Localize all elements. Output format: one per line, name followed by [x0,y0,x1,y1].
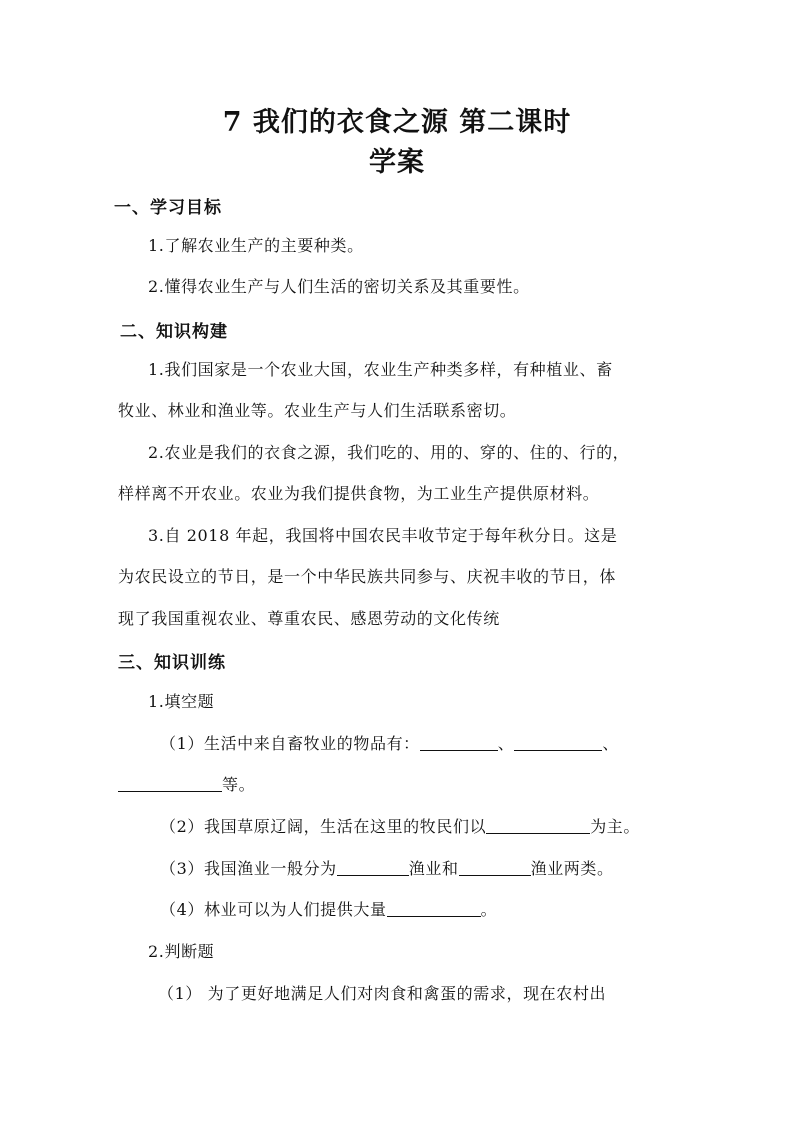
question-1-continued [118,772,255,795]
question-text: 为主。 [590,817,640,836]
judge-title: 2.判断题 [148,942,215,961]
objective-item: 2.懂得农业生产与人们生活的密切关系及其重要性。 [148,277,530,296]
section-heading-knowledge: 二、知识构建 [120,322,228,342]
question-text: （3）我国渔业一般分为 [160,859,337,878]
answer-blank[interactable] [420,734,498,751]
paragraph-line: 为农民设立的节日，是一个中华民族共同参与、庆祝丰收的节日，体 [118,567,617,586]
paragraph-line: 样样离不开农业。农业为我们提供食物，为工业生产提供原材料。 [118,484,600,503]
question-1 [160,731,619,754]
paragraph-line: 3.自 2018 年起，我国将中国农民丰收节定于每年秋分日。这是 [148,526,618,545]
separator: 、 [602,734,619,753]
answer-blank[interactable] [337,859,409,876]
section-heading-practice: 三、知识训练 [118,653,226,673]
question-text: 等。 [222,775,256,794]
question-text: 。 [480,900,498,919]
question-text: 渔业和 [408,859,459,878]
answer-blank[interactable] [118,775,222,792]
paragraph-line: 2.农业是我们的衣食之源，我们吃的、用的、穿的、住的、行的， [148,443,630,462]
question-text: （1）生活中来自畜牧业的物品有： [160,734,420,753]
answer-blank[interactable] [387,900,481,917]
question-4 [160,897,497,920]
question-text: （4）林业可以为人们提供大量 [160,900,387,919]
question-3 [160,856,614,879]
question-text: 渔业两类。 [530,859,614,878]
document-subtitle: 学案 [369,147,425,178]
paragraph-line: 牧业、林业和渔业等。农业生产与人们生活联系密切。 [118,401,517,420]
question-2 [160,814,640,837]
document-title: 7 我们的衣食之源 第二课时 [222,107,572,138]
question-text: （2）我国草原辽阔，生活在这里的牧民们以 [160,817,487,836]
answer-blank[interactable] [459,859,531,876]
section-heading-objectives: 一、学习目标 [114,198,222,218]
answer-blank[interactable] [514,734,602,751]
answer-blank[interactable] [486,817,590,834]
paragraph-line: 现了我国重视农业、尊重农民、感恩劳动的文化传统 [118,609,500,628]
objective-item: 1.了解农业生产的主要种类。 [148,236,364,255]
fill-blank-title: 1.填空题 [148,692,215,711]
paragraph-line: 1.我们国家是一个农业大国，农业生产种类多样，有种植业、畜 [148,360,613,379]
separator: 、 [497,734,515,753]
judge-question-1: （1） 为了更好地满足人们对肉食和禽蛋的需求，现在农村出 [158,984,607,1003]
